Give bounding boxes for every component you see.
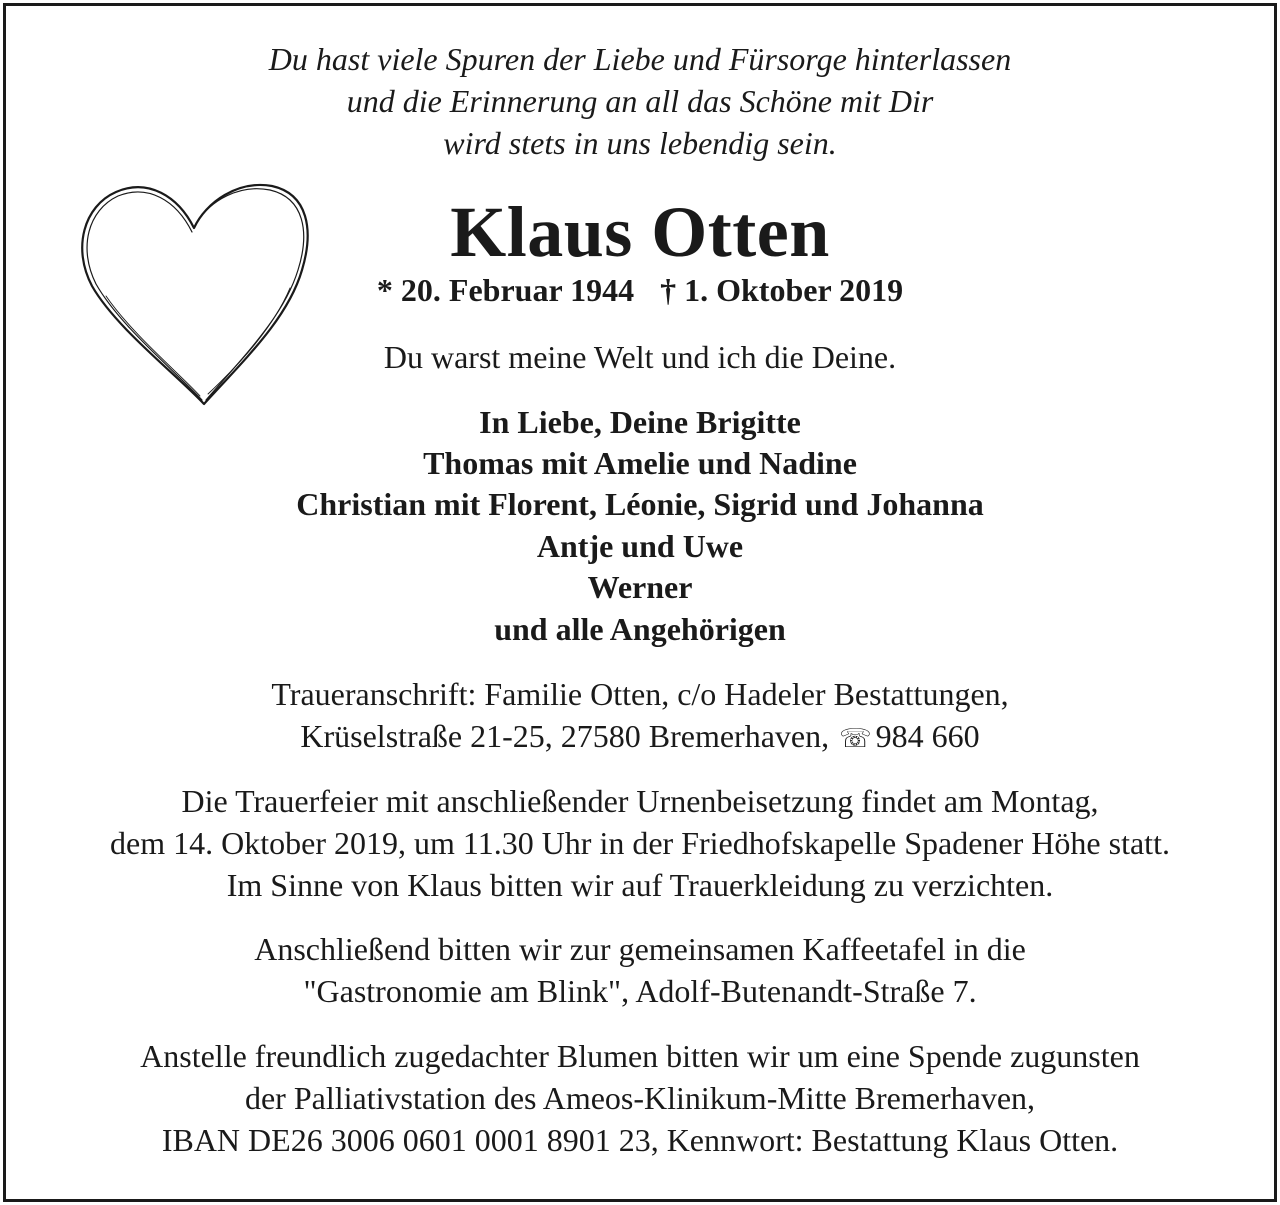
family-line-4: Antje und Uwe [536, 528, 744, 564]
birth-date: * 20. Februar 1944 [376, 272, 635, 308]
phone-number: 984 660 [875, 718, 980, 754]
address-street: Krüselstraße 21-25, 27580 Bremerhaven, [300, 718, 830, 754]
quote-line-1: Du hast viele Spuren der Liebe und Fürsorge hinterlassen [268, 41, 1012, 77]
family-line-3: Christian mit Florent, Léonie, Sigrid und Johanna [296, 486, 984, 522]
quote-line-2: und die Erinnerung an all das Schöne mit Dir [346, 83, 934, 119]
ceremony-line-3: Im Sinne von Klaus bitten wir auf Trauerkleidung zu verzichten. [226, 867, 1054, 903]
address-line-2 [0, 715, 1280, 760]
death-date: † 1. Oktober 2019 [660, 272, 904, 308]
donation-line-2: der Palliativstation des Ameos-Klinikum-Mitte Bremerhaven, [244, 1080, 1036, 1116]
family-line-2: Thomas mit Amelie und Nadine [423, 445, 857, 481]
life-dates [0, 270, 1280, 310]
deceased-name: Klaus Otten [450, 192, 830, 272]
family-line-1: In Liebe, Deine Brigitte [479, 404, 801, 440]
motto: Du warst meine Welt und ich die Deine. [383, 339, 897, 375]
reception-line-1: Anschließend bitten wir zur gemeinsamen Kaffeetafel in die [254, 931, 1026, 967]
quote-line-3: wird stets in uns lebendig sein. [443, 125, 837, 161]
ceremony-line-2: dem 14. Oktober 2019, um 11.30 Uhr in der Friedhofskapelle Spadener Höhe statt. [110, 825, 1170, 861]
phone-icon: ☏ [839, 724, 872, 753]
family-line-6: und alle Angehörigen [494, 611, 786, 647]
address-line-1: Traueranschrift: Familie Otten, c/o Hadeler Bestattungen, [271, 676, 1009, 712]
reception-line-2: "Gastronomie am Blink", Adolf-Butenandt-Straße 7. [303, 973, 977, 1009]
donation-line-1: Anstelle freundlich zugedachter Blumen bitten wir um eine Spende zugunsten [140, 1038, 1140, 1074]
family-line-5: Werner [587, 569, 693, 605]
donation-line-3: IBAN DE26 3006 0601 0001 8901 23, Kennwort: Bestattung Klaus Otten. [161, 1122, 1119, 1158]
ceremony-line-1: Die Trauerfeier mit anschließender Urnenbeisetzung findet am Montag, [181, 783, 1099, 819]
